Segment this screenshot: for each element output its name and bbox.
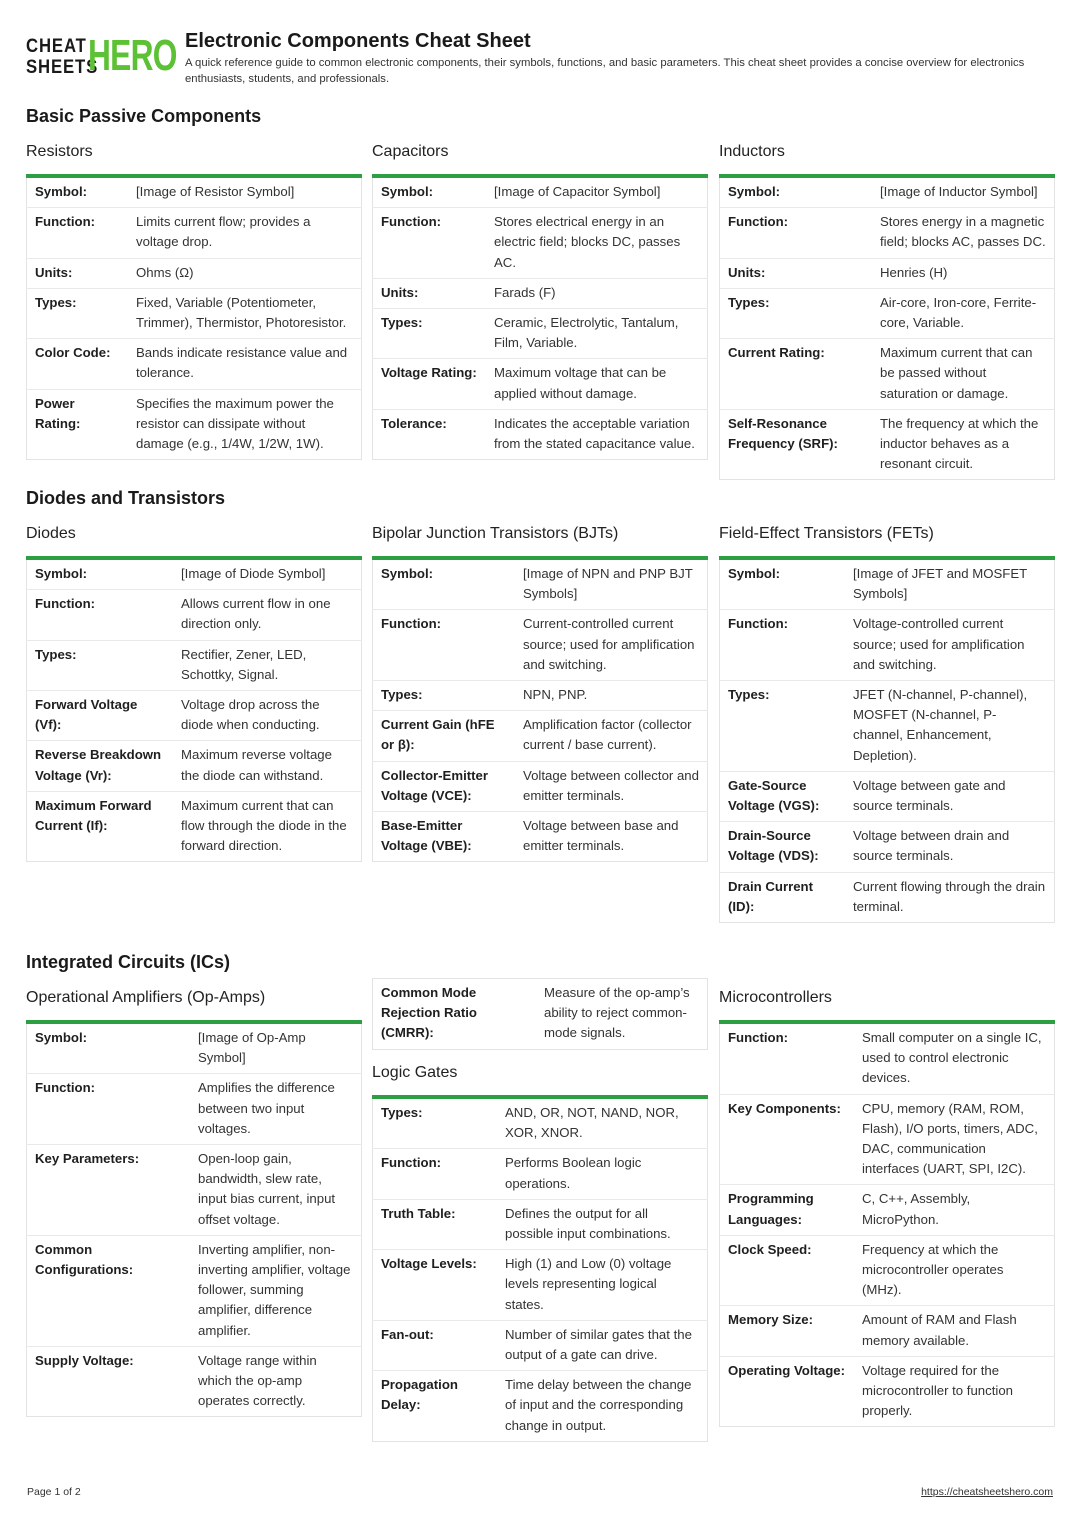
site-link[interactable]: https://cheatsheetshero.com xyxy=(921,1486,1053,1498)
row-key: Function: xyxy=(728,1030,789,1045)
table-row xyxy=(720,558,1055,610)
key-value-table xyxy=(372,556,708,862)
row-key: Function: xyxy=(373,1149,498,1199)
row-value: Fixed, Variable (Potentiometer, Trimmer), Thermistor, Photoresistor. xyxy=(128,288,362,338)
card-title: Capacitors xyxy=(372,143,449,160)
logo-word-hero: HERO xyxy=(88,31,177,80)
row-value: Current flowing through the drain terminal. xyxy=(845,872,1055,922)
row-value: Voltage between drain and source terminals. xyxy=(845,822,1055,872)
table-row xyxy=(373,1149,708,1199)
table-row xyxy=(720,1306,1055,1356)
table-row xyxy=(720,822,1055,872)
row-value: Maximum voltage that can be applied without damage. xyxy=(486,359,708,409)
table-row xyxy=(720,409,1055,480)
card-diodes xyxy=(26,523,362,862)
row-key: Types: xyxy=(720,288,873,338)
card-bjts xyxy=(372,523,708,862)
table-row xyxy=(27,258,362,288)
logo-word-cheat: CHEAT xyxy=(26,36,87,57)
row-value: CPU, memory (RAM, ROM, Flash), I/O ports, timers, ADC, DAC, communication interfaces (UART, SPI, I2C). xyxy=(854,1094,1055,1185)
card-title: Microcontrollers xyxy=(719,989,832,1006)
row-key: Symbol: xyxy=(35,1030,88,1045)
row-key: Reverse Breakdown Voltage (Vr): xyxy=(27,741,174,791)
table-row xyxy=(27,1145,362,1236)
table-row xyxy=(373,610,708,681)
table-row xyxy=(720,258,1055,288)
row-value: Maximum reverse voltage the diode can withstand. xyxy=(173,741,362,791)
row-key: Color Code: xyxy=(27,339,129,389)
card-op-amps-continued xyxy=(372,978,708,1050)
table-row xyxy=(373,1371,708,1442)
row-value: [Image of Inductor Symbol] xyxy=(880,184,1038,199)
table-row xyxy=(373,558,708,610)
row-value: C, C++, Assembly, MicroPython. xyxy=(854,1185,1055,1235)
row-key: Symbol: xyxy=(35,184,88,199)
row-value: NPN, PNP. xyxy=(515,681,708,711)
card-logic-gates xyxy=(372,1062,708,1442)
row-key: Current Gain (hFE or β): xyxy=(373,711,516,761)
table-row xyxy=(373,1097,708,1149)
card-title: Logic Gates xyxy=(372,1064,458,1081)
table-row xyxy=(373,761,708,811)
row-key: Function: xyxy=(720,610,846,681)
row-key: Symbol: xyxy=(728,184,781,199)
row-key: Tolerance: xyxy=(373,409,487,459)
key-value-table xyxy=(719,174,1055,480)
row-key: Common Configurations: xyxy=(27,1235,191,1346)
row-key: Units: xyxy=(373,278,487,308)
row-key: Forward Voltage (Vf): xyxy=(27,691,174,741)
logo-word-sheets: SHEETS xyxy=(26,57,99,78)
row-value: Air-core, Iron-core, Ferrite-core, Variable. xyxy=(872,288,1055,338)
table-row xyxy=(720,339,1055,410)
row-value: Rectifier, Zener, LED, Schottky, Signal. xyxy=(173,640,362,690)
table-row xyxy=(27,741,362,791)
row-key: Voltage Rating: xyxy=(373,359,487,409)
row-key: Types: xyxy=(27,640,174,690)
table-row xyxy=(27,791,362,862)
table-row xyxy=(373,208,708,279)
row-key: Function: xyxy=(720,208,873,258)
row-key: Units: xyxy=(27,258,129,288)
row-key: Fan-out: xyxy=(373,1320,498,1370)
row-key: Maximum Forward Current (If): xyxy=(27,791,174,862)
row-key: Symbol: xyxy=(381,566,434,581)
row-key: Supply Voltage: xyxy=(27,1346,191,1417)
row-value: Voltage between gate and source terminals. xyxy=(845,771,1055,821)
key-value-table xyxy=(719,1020,1055,1427)
row-key: Function: xyxy=(373,208,487,279)
table-row xyxy=(27,389,362,460)
table-row xyxy=(27,1346,362,1417)
row-key: Propagation Delay: xyxy=(373,1371,498,1442)
card-title: Diodes xyxy=(26,525,76,542)
table-row xyxy=(720,176,1055,208)
table-row xyxy=(373,1250,708,1321)
row-value: [Image of Diode Symbol] xyxy=(181,566,326,581)
table-row xyxy=(373,409,708,459)
table-row xyxy=(720,208,1055,258)
row-value: Amplifies the difference between two input voltages. xyxy=(190,1074,362,1145)
card-op-amps xyxy=(26,987,362,1417)
section-title-integrated-circuits: Integrated Circuits (ICs) xyxy=(26,952,231,972)
row-value: Performs Boolean logic operations. xyxy=(497,1149,708,1199)
card-resistors xyxy=(26,141,362,460)
key-value-table xyxy=(26,1020,362,1417)
table-row xyxy=(373,1199,708,1249)
page-description: A quick reference guide to common electronic components, their symbols, functions, and basic parameters. This cheat sheet provides a concise overview for electronics enthusiasts, students, and professionals. xyxy=(185,57,1025,85)
table-row xyxy=(27,590,362,640)
card-title: Resistors xyxy=(26,143,93,160)
row-key: Clock Speed: xyxy=(720,1235,855,1306)
table-row xyxy=(720,771,1055,821)
table-row xyxy=(27,1235,362,1346)
table-row xyxy=(27,176,362,208)
table-row xyxy=(373,681,708,711)
page-number: Page 1 of 2 xyxy=(27,1486,81,1498)
section-title-passive: Basic Passive Components xyxy=(26,106,262,126)
page-header xyxy=(26,30,1056,90)
key-value-table xyxy=(719,556,1055,923)
row-value: Maximum current that can flow through the diode in the forward direction. xyxy=(173,791,362,862)
table-row xyxy=(373,278,708,308)
row-value: Inverting amplifier, non-inverting amplifier, voltage follower, summing amplifier, difference amplifier. xyxy=(190,1235,362,1346)
row-value: Amplification factor (collector current / base current). xyxy=(515,711,708,761)
row-value: [Image of Capacitor Symbol] xyxy=(494,184,661,199)
table-row xyxy=(27,691,362,741)
row-key: Collector-Emitter Voltage (VCE): xyxy=(373,761,516,811)
card-title: Field-Effect Transistors (FETs) xyxy=(719,525,934,542)
row-value: Specifies the maximum power the resistor can dissipate without damage (e.g., 1/4W, 1/2W, 1W). xyxy=(128,389,362,460)
row-value: Limits current flow; provides a voltage drop. xyxy=(128,208,362,258)
row-value: Voltage between collector and emitter terminals. xyxy=(515,761,708,811)
table-row xyxy=(720,610,1055,681)
row-key: Key Parameters: xyxy=(27,1145,191,1236)
row-key: Units: xyxy=(720,258,873,288)
row-key: Common Mode Rejection Ratio (CMRR): xyxy=(381,985,477,1041)
row-value: The frequency at which the inductor behaves as a resonant circuit. xyxy=(872,409,1055,480)
table-row xyxy=(27,339,362,389)
cheatsheetshero-logo[interactable] xyxy=(26,31,177,80)
row-value: Open-loop gain, bandwidth, slew rate, input bias current, input offset voltage. xyxy=(190,1145,362,1236)
table-row xyxy=(720,1022,1055,1094)
section-title-diodes-transistors: Diodes and Transistors xyxy=(26,488,226,508)
row-key: Base-Emitter Voltage (VBE): xyxy=(373,812,516,862)
table-row xyxy=(720,1235,1055,1306)
row-value: Voltage required for the microcontroller to function properly. xyxy=(854,1356,1055,1427)
row-value: Indicates the acceptable variation from the stated capacitance value. xyxy=(486,409,708,459)
table-row xyxy=(720,681,1055,772)
row-value: Voltage between base and emitter terminals. xyxy=(515,812,708,862)
row-key: Symbol: xyxy=(35,566,88,581)
table-row xyxy=(373,812,708,862)
row-key: Function: xyxy=(373,610,516,681)
table-row xyxy=(373,309,708,359)
row-value: [Image of Op-Amp Symbol] xyxy=(198,1030,306,1066)
row-key: Power Rating: xyxy=(27,389,129,460)
row-key: Self-Resonance Frequency (SRF): xyxy=(720,409,873,480)
row-key: Drain-Source Voltage (VDS): xyxy=(720,822,846,872)
table-row xyxy=(27,288,362,338)
card-capacitors xyxy=(372,141,708,460)
table-row xyxy=(373,1320,708,1370)
row-key: Function: xyxy=(27,208,129,258)
row-value: [Image of Resistor Symbol] xyxy=(136,184,295,199)
row-value: Voltage-controlled current source; used for amplification and switching. xyxy=(845,610,1055,681)
row-value: Number of similar gates that the output of a gate can drive. xyxy=(497,1320,708,1370)
row-value: Amount of RAM and Flash memory available. xyxy=(854,1306,1055,1356)
row-value: Maximum current that can be passed without saturation or damage. xyxy=(872,339,1055,410)
row-key: Types: xyxy=(720,681,846,772)
row-key: Truth Table: xyxy=(373,1199,498,1249)
row-key: Current Rating: xyxy=(720,339,873,410)
row-value: Voltage range within which the op-amp operates correctly. xyxy=(190,1346,362,1417)
row-value: Ceramic, Electrolytic, Tantalum, Film, Variable. xyxy=(486,309,708,359)
row-key: Types: xyxy=(373,309,487,359)
row-value: JFET (N-channel, P-channel), MOSFET (N-channel, P-channel, Enhancement, Depletion). xyxy=(845,681,1055,772)
row-key: Symbol: xyxy=(381,184,434,199)
row-value: Stores electrical energy in an electric field; blocks DC, passes AC. xyxy=(486,208,708,279)
row-key: Types: xyxy=(27,288,129,338)
page-title: Electronic Components Cheat Sheet xyxy=(185,30,531,52)
table-row xyxy=(720,288,1055,338)
card-title: Inductors xyxy=(719,143,785,160)
row-value: High (1) and Low (0) voltage levels representing logical states. xyxy=(497,1250,708,1321)
row-value: Stores energy in a magnetic field; blocks AC, passes DC. xyxy=(872,208,1055,258)
table-row xyxy=(720,1185,1055,1235)
key-value-table xyxy=(26,556,362,862)
table-row xyxy=(27,640,362,690)
row-value: Frequency at which the microcontroller operates (MHz). xyxy=(854,1235,1055,1306)
key-value-table xyxy=(372,978,708,1050)
row-key: Gate-Source Voltage (VGS): xyxy=(720,771,846,821)
row-key: Operating Voltage: xyxy=(720,1356,855,1427)
row-key: Symbol: xyxy=(728,566,781,581)
row-key: Types: xyxy=(381,1105,423,1120)
row-value: Bands indicate resistance value and tolerance. xyxy=(128,339,362,389)
table-row xyxy=(373,979,708,1050)
row-value: Small computer on a single IC, used to control electronic devices. xyxy=(862,1030,1042,1086)
table-row xyxy=(373,711,708,761)
row-key: Drain Current (ID): xyxy=(720,872,846,922)
table-row xyxy=(373,359,708,409)
row-value: Voltage drop across the diode when conducting. xyxy=(173,691,362,741)
table-row xyxy=(720,1094,1055,1185)
row-value: Henries (H) xyxy=(872,258,1055,288)
card-fets xyxy=(719,523,1055,923)
row-key: Memory Size: xyxy=(720,1306,855,1356)
row-key: Function: xyxy=(27,1074,191,1145)
table-row xyxy=(27,558,362,590)
table-row xyxy=(27,208,362,258)
key-value-table xyxy=(26,174,362,460)
key-value-table xyxy=(372,1095,708,1442)
row-value: Ohms (Ω) xyxy=(128,258,362,288)
row-value: Current-controlled current source; used for amplification and switching. xyxy=(515,610,708,681)
table-row xyxy=(27,1022,362,1074)
card-title: Operational Amplifiers (Op-Amps) xyxy=(26,989,266,1006)
row-key: Key Components: xyxy=(720,1094,855,1185)
row-value: [Image of JFET and MOSFET Symbols] xyxy=(853,566,1027,602)
table-row xyxy=(373,176,708,208)
row-value: Farads (F) xyxy=(486,278,708,308)
table-row xyxy=(720,1356,1055,1427)
row-value: Time delay between the change of input and the corresponding change in output. xyxy=(497,1371,708,1442)
row-value: [Image of NPN and PNP BJT Symbols] xyxy=(523,566,693,602)
row-value: Defines the output for all possible input combinations. xyxy=(497,1199,708,1249)
row-value: Allows current flow in one direction only. xyxy=(173,590,362,640)
row-value: Measure of the op-amp’s ability to reject common-mode signals. xyxy=(544,985,690,1041)
table-row xyxy=(720,872,1055,922)
row-key: Programming Languages: xyxy=(720,1185,855,1235)
key-value-table xyxy=(372,174,708,460)
card-title: Bipolar Junction Transistors (BJTs) xyxy=(372,525,619,542)
table-row xyxy=(27,1074,362,1145)
row-key: Types: xyxy=(373,681,516,711)
card-inductors xyxy=(719,141,1055,480)
row-key: Function: xyxy=(27,590,174,640)
card-microcontrollers xyxy=(719,987,1055,1427)
row-key: Voltage Levels: xyxy=(373,1250,498,1321)
row-value: AND, OR, NOT, NAND, NOR, XOR, XNOR. xyxy=(505,1105,679,1141)
